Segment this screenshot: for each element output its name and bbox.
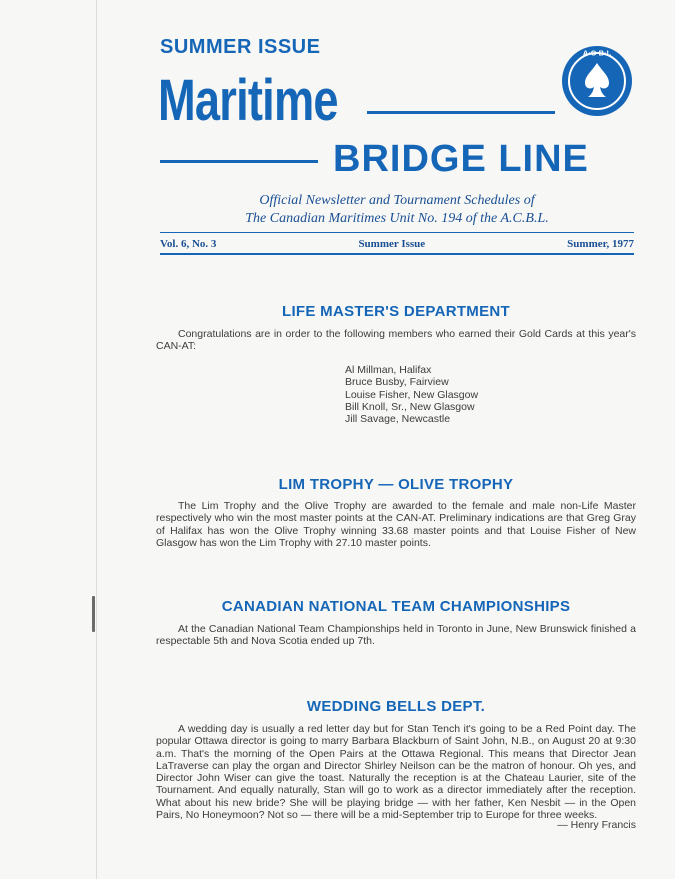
section-heading-national: CANADIAN NATIONAL TEAM CHAMPIONSHIPS	[221, 598, 571, 615]
list-item: Jill Savage, Newcastle	[345, 413, 451, 426]
issue-name: Summer Issue	[358, 238, 426, 250]
wedding-body: A wedding day is usually a red letter day but for Stan Tench it's going to be a Red Point day. The popular Ottawa director is going to marry Barbara Blackburn of Saint John, N.B., on August 20 at 9:30 a.m. That's the morning of the Open Pairs at the Ottawa Regional. This means that Director Jean LaTraverse can play the organ and Director Shirley Neilson can be the matron of honour. Oh yes, and Director John Wiser can give the toast. Naturally the reception is at the Chateau Laurier, site of the Tournament. And equally naturally, Stan will go to work as a director immediately after the reception. What about his new bride? She will be playing bridge — with her father, Ken Nesbit — in the Open Pairs, No Honeymoon? Not so — there will be a mid-September trip to Europe for three weeks.	[156, 723, 636, 822]
volume-number: Vol. 6, No. 3	[160, 238, 217, 250]
title-bridge-line: BRIDGE LINE	[333, 138, 589, 180]
life-master-list	[345, 364, 478, 425]
list-item: Al Millman, Halifax	[345, 364, 432, 376]
list-item: Bruce Busby, Fairview	[345, 376, 449, 389]
wedding-signature: — Henry Francis	[557, 819, 636, 831]
life-master-intro: Congratulations are in order to the following members who earned their Gold Cards at this year's CAN-AT:	[156, 328, 636, 353]
title-maritime: Maritime	[158, 68, 338, 133]
national-body: At the Canadian National Team Championships held in Toronto in June, New Brunswick finished a respectable 5th and Nova Scotia ended up 7th.	[156, 623, 636, 648]
subtitle-line-2: The Canadian Maritimes Unit No. 194 of the A.C.B.L.	[245, 211, 549, 226]
section-heading-trophy: LIM TROPHY — OLIVE TROPHY	[278, 476, 514, 493]
masthead-rule-top	[367, 111, 555, 114]
issue-date: Summer, 1977	[567, 238, 634, 250]
issue-bar	[160, 238, 634, 250]
issue-bar-rule-bottom	[160, 253, 634, 255]
section-heading-life-master: LIFE MASTER'S DEPARTMENT	[282, 303, 510, 320]
subtitle	[160, 192, 634, 228]
staple-mark	[92, 596, 95, 632]
list-item: Bill Knoll, Sr., New Glasgow	[345, 400, 475, 413]
section-heading-wedding: WEDDING BELLS DEPT.	[306, 698, 486, 715]
issue-label: SUMMER ISSUE	[160, 36, 321, 58]
issue-bar-rule-top	[160, 232, 634, 233]
page-fold	[96, 0, 97, 879]
subtitle-line-1: Official Newsletter and Tournament Schedules of	[259, 193, 535, 208]
logo-text: A·C·B·L	[582, 48, 612, 58]
list-item: Louise Fisher, New Glasgow	[345, 388, 479, 401]
masthead-rule-bottom	[160, 160, 318, 163]
trophy-body: The Lim Trophy and the Olive Trophy are awarded to the female and male non-Life Master respectively who win the most master points at the CAN-AT. Preliminary indications are that Greg Gray of Halifax has won the Olive Trophy winning 33.68 master points and that Louise Fisher of New Glasgow has won the Lim Trophy with 27.10 master points.	[156, 500, 636, 549]
acbl-logo	[560, 44, 634, 118]
